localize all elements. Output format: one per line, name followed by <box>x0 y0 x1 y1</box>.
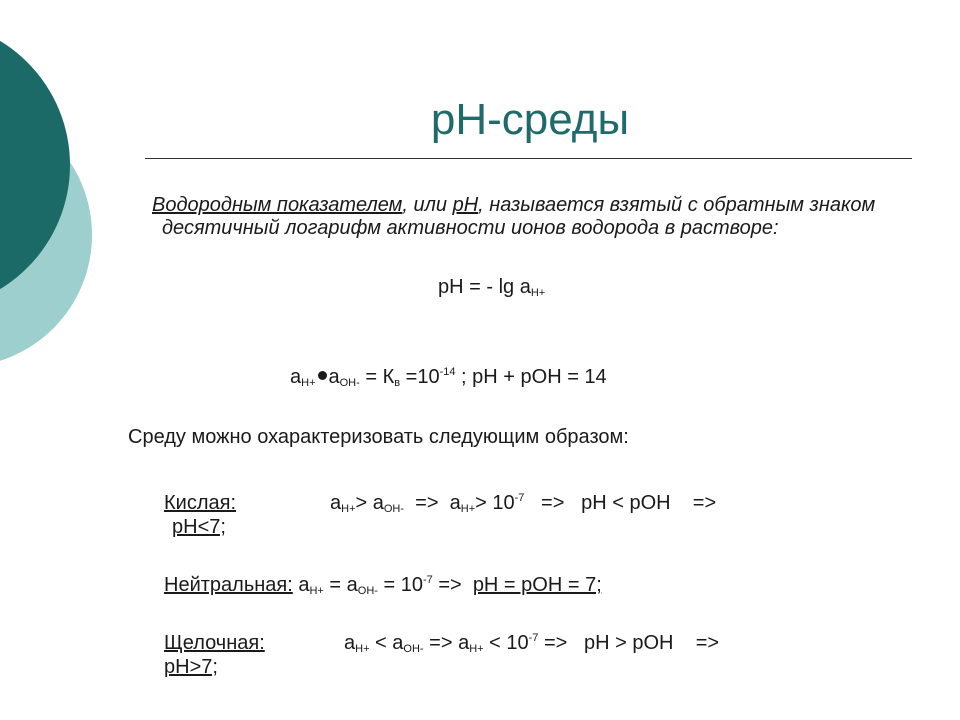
f2-a2: a <box>328 366 340 388</box>
intro-text: Среду можно охарактеризовать следующим образом: <box>128 426 629 448</box>
neutral-s1: Н+ <box>309 585 324 597</box>
alk-s1: Н+ <box>355 643 370 655</box>
f2-sup: -14 <box>439 366 456 378</box>
alk-op3: < 10 <box>483 632 529 654</box>
acid-s2: ОН- <box>383 503 405 515</box>
f2-eq2: =10 <box>400 366 440 388</box>
multiply-dot-icon <box>318 371 327 380</box>
alk-s2: ОН- <box>403 643 424 655</box>
acid-medium <box>164 492 264 515</box>
f2-sub2: ОН- <box>339 377 360 389</box>
f2-tail: ; рН + рОН = 14 <box>455 366 607 388</box>
neutral-a1: a <box>292 574 310 596</box>
acid-arr2: => рН < рОН => <box>524 492 717 514</box>
acid-arr1: => a <box>404 492 461 514</box>
alk-a1: a <box>344 632 356 654</box>
acid-result <box>172 516 226 539</box>
neutral-medium <box>164 574 602 597</box>
neutral-op1: = a <box>323 574 358 596</box>
acid-s1: Н+ <box>341 503 356 515</box>
alk-op2: => a <box>423 632 470 654</box>
title-divider <box>145 158 912 159</box>
formula-ph-sub: Н+ <box>530 287 546 299</box>
decorative-circles <box>0 0 120 400</box>
alk-s3: Н+ <box>469 643 484 655</box>
definition-separator: , или <box>402 194 453 216</box>
neutral-sup: -7 <box>423 574 433 586</box>
neutral-label: Нейтральная: <box>164 574 293 596</box>
slide-title: pH-среды <box>430 95 630 144</box>
formula-ph <box>438 276 545 299</box>
acid-label <box>164 492 264 514</box>
acid-expression <box>330 492 716 515</box>
neutral-arr: => <box>432 574 473 596</box>
neutral-result: рН = рОН = 7; <box>472 574 602 596</box>
alkaline-label-text: Щелочная: <box>164 632 265 654</box>
f2-eq: = К <box>359 366 395 388</box>
neutral-op2: = 10 <box>377 574 423 596</box>
acid-result-text: рН<7; <box>172 516 226 538</box>
term-ph: рН <box>452 194 479 216</box>
neutral-s2: ОН- <box>357 585 378 597</box>
acid-a1: a <box>330 492 342 514</box>
acid-label-text: Кислая: <box>164 492 237 514</box>
alkaline-result <box>164 656 218 679</box>
alkaline-label <box>164 632 301 654</box>
alk-op1: < a <box>369 632 404 654</box>
term-hydrogen-index: Водородным показателем <box>152 194 403 216</box>
formula-water-ionic-product <box>290 366 607 389</box>
formula-ph-text: рН = - lg a <box>438 276 531 298</box>
alkaline-result-text: рН>7; <box>164 656 218 678</box>
alk-sup: -7 <box>528 632 539 644</box>
acid-op1: > a <box>355 492 384 514</box>
definition-paragraph <box>152 194 902 240</box>
alkaline-medium <box>164 632 301 655</box>
definition-text: , называется взятый с обратным знаком десятичный логарифм активности ионов водорода в растворе: <box>162 194 876 239</box>
f2-sub1: Н+ <box>301 377 316 389</box>
acid-op2: > 10 <box>475 492 515 514</box>
alkaline-expression <box>344 632 719 655</box>
f2-subk: в <box>394 377 401 389</box>
acid-s3: Н+ <box>460 503 476 515</box>
alk-arr: => рН > рОН => <box>538 632 720 654</box>
acid-sup: -7 <box>514 492 525 504</box>
f2-a1: a <box>290 366 302 388</box>
